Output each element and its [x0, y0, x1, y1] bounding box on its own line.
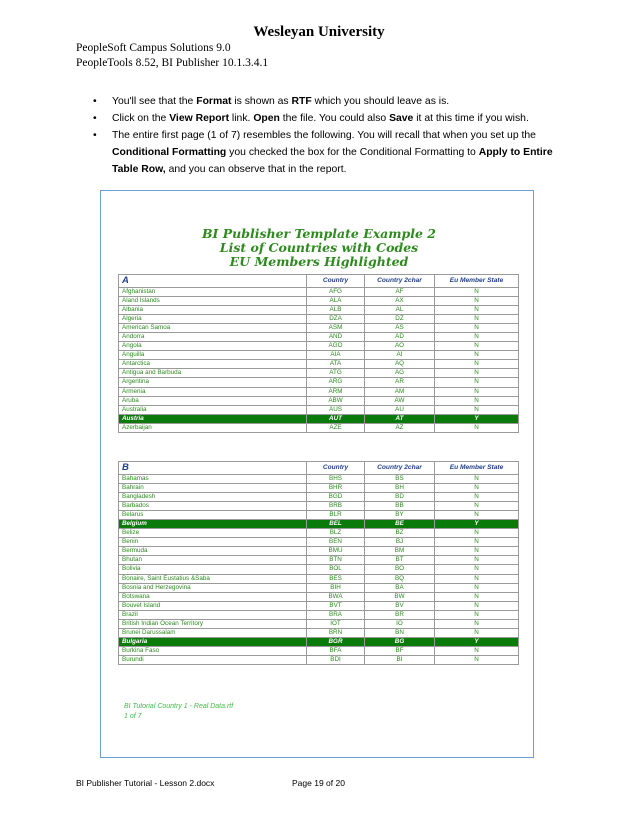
group-letter: A [119, 275, 307, 288]
table-row [119, 583, 519, 592]
text: you checked the box for the Conditional Formatting to [226, 147, 479, 158]
table-row [119, 655, 519, 664]
country-code: ASM [307, 324, 365, 333]
table-row [119, 574, 519, 583]
eu-member-flag: N [435, 475, 519, 484]
country-name: Bouvet Island [119, 601, 307, 610]
eu-member-flag: Y [435, 637, 519, 646]
country-2char: IO [365, 619, 435, 628]
instruction-item [76, 127, 558, 178]
country-2char: AT [365, 414, 435, 423]
eu-member-flag: N [435, 378, 519, 387]
text: which you should leave as is. [311, 96, 450, 107]
country-name: Belarus [119, 511, 307, 520]
country-code: AZE [307, 423, 365, 432]
eu-member-flag: Y [435, 520, 519, 529]
eu-member-flag: N [435, 592, 519, 601]
group-letter: B [119, 462, 307, 475]
report-footer [124, 702, 233, 722]
column-header: Country [307, 462, 365, 475]
table-row [119, 502, 519, 511]
eu-member-flag: N [435, 315, 519, 324]
bold-text: Apply to Entire Table Row, [112, 147, 553, 175]
report-title-line: EU Members Highlighted [229, 254, 409, 269]
country-name: Brunei Darussalam [119, 628, 307, 637]
country-name: Botswana [119, 592, 307, 601]
column-header: Country [307, 275, 365, 288]
table-row [119, 288, 519, 297]
country-name: Angola [119, 342, 307, 351]
bold-text: Conditional Formatting [112, 147, 227, 158]
country-code: BIH [307, 583, 365, 592]
country-2char: BG [365, 637, 435, 646]
text: the file. You could also [279, 113, 390, 124]
eu-member-flag: N [435, 387, 519, 396]
eu-member-flag: N [435, 547, 519, 556]
country-name: Bolivia [119, 565, 307, 574]
country-name: Austria [119, 414, 307, 423]
country-name: American Samoa [119, 324, 307, 333]
country-2char: AF [365, 288, 435, 297]
eu-member-flag: N [435, 556, 519, 565]
bold-text: Open [253, 113, 280, 124]
eu-member-row [119, 520, 519, 529]
column-header: Country 2char [365, 462, 435, 475]
eu-member-flag: N [435, 396, 519, 405]
country-code: AFG [307, 288, 365, 297]
bold-text: View Report [169, 113, 230, 124]
eu-member-flag: N [435, 342, 519, 351]
table-row [119, 592, 519, 601]
country-name: Bahamas [119, 475, 307, 484]
bullet-icon: • [93, 113, 97, 124]
country-2char: BS [365, 475, 435, 484]
eu-member-flag: N [435, 511, 519, 520]
table-row [119, 547, 519, 556]
eu-member-flag: N [435, 306, 519, 315]
country-code: ATA [307, 360, 365, 369]
text: You'll see that the [112, 96, 197, 107]
eu-member-flag: N [435, 655, 519, 664]
country-name: Belize [119, 529, 307, 538]
table-row [119, 333, 519, 342]
text: is shown as [231, 96, 292, 107]
country-2char: BV [365, 601, 435, 610]
report-title-line: BI Publisher Template Example 2 [201, 226, 436, 241]
country-code: BRB [307, 502, 365, 511]
table-row [119, 628, 519, 637]
eu-member-flag: N [435, 333, 519, 342]
eu-member-flag: N [435, 297, 519, 306]
eu-member-flag: N [435, 610, 519, 619]
document-title: Wesleyan University [253, 24, 385, 40]
country-code: AGO [307, 342, 365, 351]
country-code: ALB [307, 306, 365, 315]
country-name: Armenia [119, 387, 307, 396]
country-2char: BI [365, 655, 435, 664]
table-row [119, 378, 519, 387]
eu-member-flag: N [435, 529, 519, 538]
page-footer-number: Page 19 of 20 [292, 778, 345, 788]
country-2char: DZ [365, 315, 435, 324]
country-2char: AR [365, 378, 435, 387]
country-name: Azerbaijan [119, 423, 307, 432]
table-row [119, 610, 519, 619]
country-code: ALA [307, 297, 365, 306]
eu-member-flag: N [435, 502, 519, 511]
country-code: BHR [307, 484, 365, 493]
column-header: Eu Member State [435, 462, 519, 475]
table-row [119, 484, 519, 493]
country-2char: AI [365, 351, 435, 360]
eu-member-flag: N [435, 601, 519, 610]
country-name: Aland Islands [119, 297, 307, 306]
eu-member-flag: N [435, 324, 519, 333]
country-code: BFA [307, 646, 365, 655]
table-row [119, 405, 519, 414]
country-name: Anguilla [119, 351, 307, 360]
table-row [119, 601, 519, 610]
table-row [119, 297, 519, 306]
country-name: Andorra [119, 333, 307, 342]
country-code: BWA [307, 592, 365, 601]
eu-member-flag: N [435, 360, 519, 369]
country-code: ARG [307, 378, 365, 387]
table-row [119, 315, 519, 324]
eu-member-row [119, 414, 519, 423]
bold-text: Format [196, 96, 232, 107]
country-code: BEL [307, 520, 365, 529]
country-2char: AL [365, 306, 435, 315]
country-table-b [118, 461, 519, 665]
country-name: Benin [119, 538, 307, 547]
eu-member-flag: N [435, 565, 519, 574]
country-2char: AW [365, 396, 435, 405]
country-code: AND [307, 333, 365, 342]
country-code: BGD [307, 493, 365, 502]
country-2char: BM [365, 547, 435, 556]
eu-member-flag: N [435, 493, 519, 502]
country-name: Albania [119, 306, 307, 315]
country-2char: AX [365, 297, 435, 306]
country-name: Bonaire, Saint Eustatius &Saba [119, 574, 307, 583]
country-code: BMU [307, 547, 365, 556]
eu-member-flag: N [435, 288, 519, 297]
country-code: IOT [307, 619, 365, 628]
country-code: BRA [307, 610, 365, 619]
country-code: BGR [307, 637, 365, 646]
country-code: BDI [307, 655, 365, 664]
table-row [119, 556, 519, 565]
country-name: Burkina Faso [119, 646, 307, 655]
country-table-a [118, 274, 519, 433]
table-row [119, 529, 519, 538]
country-name: Bhutan [119, 556, 307, 565]
country-name: Algeria [119, 315, 307, 324]
bold-text: RTF [291, 96, 312, 107]
country-2char: BH [365, 484, 435, 493]
text: it at this time if you wish. [413, 113, 529, 124]
country-name: Barbados [119, 502, 307, 511]
page-footer-document: BI Publisher Tutorial - Lesson 2.docx [76, 778, 215, 788]
country-code: DZA [307, 315, 365, 324]
table-row [119, 396, 519, 405]
group-header-row [119, 462, 519, 475]
country-name: Antigua and Barbuda [119, 369, 307, 378]
country-code: ARM [307, 387, 365, 396]
country-code: BTN [307, 556, 365, 565]
country-code: BRN [307, 628, 365, 637]
eu-member-flag: N [435, 423, 519, 432]
country-2char: AM [365, 387, 435, 396]
subtitle-line-1: PeopleSoft Campus Solutions 9.0 [76, 42, 231, 54]
subtitle-line-2: PeopleTools 8.52, BI Publisher 10.1.3.4.1 [76, 57, 269, 69]
country-code: ATG [307, 369, 365, 378]
table-row [119, 619, 519, 628]
group-header-row [119, 275, 519, 288]
country-code: BOL [307, 565, 365, 574]
country-code: BLZ [307, 529, 365, 538]
table-row [119, 306, 519, 315]
country-2char: BO [365, 565, 435, 574]
country-name: Bahrain [119, 484, 307, 493]
table-row [119, 387, 519, 396]
country-2char: BQ [365, 574, 435, 583]
text: Click on the [112, 113, 170, 124]
country-2char: BJ [365, 538, 435, 547]
country-2char: BB [365, 502, 435, 511]
country-code: BES [307, 574, 365, 583]
eu-member-flag: Y [435, 414, 519, 423]
country-2char: AG [365, 369, 435, 378]
country-2char: BN [365, 628, 435, 637]
country-name: Argentina [119, 378, 307, 387]
eu-member-flag: N [435, 619, 519, 628]
country-name: Bulgaria [119, 637, 307, 646]
country-code: BVT [307, 601, 365, 610]
table-row [119, 360, 519, 369]
country-2char: BE [365, 520, 435, 529]
country-name: Bosnia and Herzegovina [119, 583, 307, 592]
table-row [119, 351, 519, 360]
country-2char: AD [365, 333, 435, 342]
country-2char: AQ [365, 360, 435, 369]
country-name: Belgium [119, 520, 307, 529]
country-code: AUT [307, 414, 365, 423]
table-row [119, 475, 519, 484]
table-row [119, 538, 519, 547]
country-2char: BT [365, 556, 435, 565]
country-name: Aruba [119, 396, 307, 405]
country-2char: BA [365, 583, 435, 592]
country-code: BEN [307, 538, 365, 547]
column-header: Country 2char [365, 275, 435, 288]
country-name: Afghanistan [119, 288, 307, 297]
country-2char: BD [365, 493, 435, 502]
eu-member-flag: N [435, 646, 519, 655]
country-2char: BZ [365, 529, 435, 538]
country-2char: AS [365, 324, 435, 333]
eu-member-flag: N [435, 405, 519, 414]
table-row [119, 369, 519, 378]
country-name: Australia [119, 405, 307, 414]
instruction-list [76, 93, 558, 178]
table-row [119, 511, 519, 520]
report-footer-page: 1 of 7 [124, 713, 142, 720]
country-name: Antarctica [119, 360, 307, 369]
eu-member-flag: N [435, 583, 519, 592]
table-row [119, 423, 519, 432]
eu-member-row [119, 637, 519, 646]
table-row [119, 565, 519, 574]
country-code: ABW [307, 396, 365, 405]
country-name: Bangladesh [119, 493, 307, 502]
country-2char: AZ [365, 423, 435, 432]
report-title-line: List of Countries with Codes [219, 240, 419, 255]
country-code: BLR [307, 511, 365, 520]
country-2char: AO [365, 342, 435, 351]
country-code: AUS [307, 405, 365, 414]
report-title [0, 227, 638, 269]
report-footer-filename: BI Tutorial Country 1 - Real Data.rtf [124, 703, 234, 710]
instruction-item [76, 110, 558, 127]
eu-member-flag: N [435, 538, 519, 547]
eu-member-flag: N [435, 351, 519, 360]
table-row [119, 324, 519, 333]
column-header: Eu Member State [435, 275, 519, 288]
bold-text: Save [389, 113, 414, 124]
table-row [119, 646, 519, 655]
eu-member-flag: N [435, 574, 519, 583]
country-name: Bermuda [119, 547, 307, 556]
text: link. [229, 113, 254, 124]
country-code: BHS [307, 475, 365, 484]
eu-member-flag: N [435, 628, 519, 637]
table-row [119, 342, 519, 351]
country-2char: BR [365, 610, 435, 619]
country-name: Brazil [119, 610, 307, 619]
text: The entire first page (1 of 7) resembles the following. You will recall that when you set up the [112, 130, 536, 141]
instruction-item [76, 93, 558, 110]
country-2char: AU [365, 405, 435, 414]
table-row [119, 493, 519, 502]
bullet-icon: • [93, 96, 97, 107]
country-2char: BY [365, 511, 435, 520]
text: and you can observe that in the report. [165, 164, 347, 175]
country-2char: BF [365, 646, 435, 655]
eu-member-flag: N [435, 484, 519, 493]
country-name: Burundi [119, 655, 307, 664]
country-name: British Indian Ocean Territory [119, 619, 307, 628]
country-2char: BW [365, 592, 435, 601]
eu-member-flag: N [435, 369, 519, 378]
country-code: AIA [307, 351, 365, 360]
bullet-icon: • [93, 130, 97, 141]
